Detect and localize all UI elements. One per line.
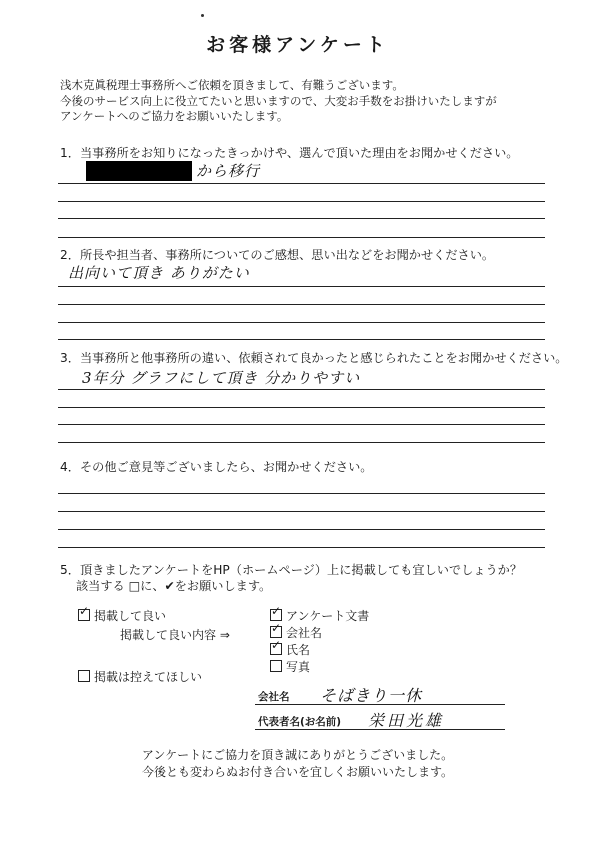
- allow-checkbox[interactable]: [78, 604, 90, 621]
- answer-3-rule: [58, 389, 545, 390]
- answer-4-rule: [58, 529, 545, 530]
- content-label: 会社名: [286, 626, 323, 640]
- question-1: 1．当事務所をお知りになったきっかけや、選んで頂いた理由をお聞かせください。: [60, 146, 519, 160]
- check-mark-icon: ✓: [271, 604, 282, 618]
- company-underline: [255, 704, 505, 705]
- check-mark-icon: ✓: [271, 638, 282, 652]
- question-4: 4．その他ご意見等ございましたら、お聞かせください。: [60, 460, 373, 474]
- answer-4-rule: [58, 547, 545, 548]
- deny-option[interactable]: [78, 668, 202, 685]
- answer-3-rule: [58, 407, 545, 408]
- answer-2-rule: [58, 339, 545, 340]
- question-2: 2．所長や担当者、事務所についてのご感想、思い出などをお聞かせください。: [60, 248, 495, 262]
- answer-2-rule: [58, 304, 545, 305]
- answer-3: 3年分 グラフにして頂き 分かりやすい: [82, 369, 361, 387]
- representative-underline: [255, 729, 505, 730]
- allow-label: 掲載して良い: [94, 609, 167, 623]
- content-checkbox[interactable]: [270, 660, 282, 672]
- question-5-line-2: 該当する □に、✔をお願いします。: [76, 579, 272, 593]
- answer-4-rule: [58, 493, 545, 494]
- company-value: そばきり一休: [320, 686, 423, 705]
- intro-line-1: 浅木克眞税理士事務所へご依頼を頂きまして、有難うございます。: [60, 78, 404, 92]
- allow-option[interactable]: [78, 604, 167, 624]
- scan-speck: [201, 14, 204, 17]
- deny-label: 掲載は控えてほしい: [94, 670, 203, 684]
- content-option-name[interactable]: [270, 638, 311, 658]
- allowed-content-label: 掲載して良い内容 ⇒: [120, 628, 230, 642]
- content-checkbox[interactable]: [270, 638, 282, 655]
- closing-line-1: アンケートにご協力を頂き誠にありがとうございました。: [141, 748, 454, 762]
- answer-1-rule: [58, 218, 545, 219]
- content-checkbox[interactable]: [270, 604, 282, 621]
- answer-4-rule: [58, 511, 545, 512]
- check-mark-icon: ✓: [271, 621, 282, 635]
- answer-2-rule: [58, 286, 545, 287]
- answer-1: から移行: [196, 162, 261, 180]
- question-3: 3．当事務所と他事務所の違い、依頼されて良かったと感じられたことをお聞かせください。: [60, 351, 568, 365]
- answer-2: 出向いて頂き ありがたい: [68, 264, 250, 282]
- intro-line-2: 今後のサービス向上に役立てたいと思いますので、大変お手数をお掛けいたしますが: [60, 94, 497, 108]
- question-5-line-1: 5．頂きましたアンケートをHP（ホームページ）上に掲載しても宜しいでしょうか？: [60, 563, 523, 577]
- representative-label: 代表者名(お名前): [258, 716, 342, 728]
- deny-checkbox[interactable]: [78, 670, 90, 682]
- representative-value: 栄田光雄: [368, 711, 445, 730]
- intro-line-3: アンケートへのご協力をお願いいたします。: [60, 109, 289, 123]
- answer-2-rule: [58, 322, 545, 323]
- check-mark-icon: ✓: [79, 604, 90, 618]
- content-option-photo[interactable]: [270, 658, 310, 675]
- redacted-box: [86, 161, 192, 181]
- content-checkbox[interactable]: [270, 621, 282, 638]
- page-title: お客様アンケート: [206, 34, 389, 56]
- content-label: 写真: [286, 660, 311, 674]
- answer-1-rule: [58, 183, 545, 184]
- content-label: アンケート文書: [286, 609, 370, 623]
- company-label: 会社名: [258, 691, 290, 703]
- answer-3-rule: [58, 424, 545, 425]
- closing-line-2: 今後とも変わらぬお付き合いを宜しくお願いいたします。: [141, 765, 454, 779]
- answer-3-rule: [58, 442, 545, 443]
- content-label: 氏名: [286, 643, 311, 657]
- answer-1-rule: [58, 237, 545, 238]
- answer-1-rule: [58, 201, 545, 202]
- content-option-document[interactable]: [270, 604, 370, 624]
